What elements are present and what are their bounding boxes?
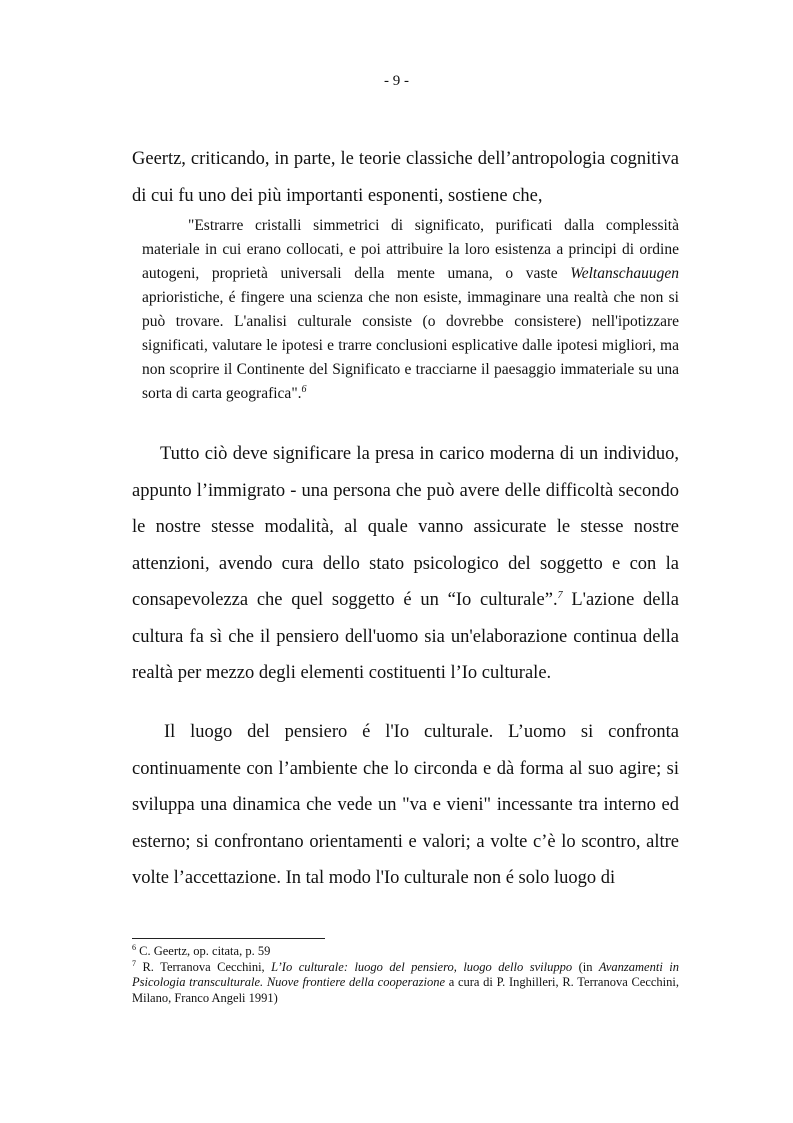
- paragraph-2: [132, 436, 679, 692]
- paragraph-3-text: Il luogo del pensiero é l'Io culturale. L’uomo si confronta continuamente con l’ambiente che lo circonda e dà forma al suo agire; si sviluppa una dinamica che vede un "va e vieni" incessante tra interno ed esterno; si confrontano orientamenti e valori; a volte c’è lo scontro, altre volte l’accettazione. In tal modo l'Io culturale non é solo luogo di: [132, 722, 679, 888]
- paragraph-2-text-1: Tutto ciò deve significare la presa in carico moderna di un individuo, appunto l’immigrato - una persona che può avere delle difficoltà secondo le nostre stesse modalità, al quale vanno assicurate le stesse nostre attenzioni, avendo cura dello stato psicologico del soggetto e con la consapevolezza che quel soggetto é un “Io culturale”.: [132, 444, 679, 610]
- quote-text-1: "Estrarre cristalli simmetrici di significato, purificati dalla complessità materiale in cui erano collocati, e poi attribuire la loro esistenza a principi di ordine autogeni, proprietà universali della mente umana, o vaste: [142, 217, 679, 282]
- paragraph-2-text-2: L'azione della cultura fa sì che il pensiero dell'uomo sia un'elaborazione continua della realtà per mezzo degli elementi costituenti l’Io culturale.: [132, 590, 680, 683]
- footnote-separator: [132, 938, 325, 939]
- footnote-ref-6[interactable]: 6: [301, 383, 307, 395]
- block-quote: [142, 214, 679, 406]
- paragraph-1: [132, 141, 679, 214]
- footnote-ref-7[interactable]: 7: [557, 589, 563, 601]
- footnote-6: $^6$ C. Geertz, op. citata, p. 59: [132, 942, 271, 958]
- quote-text-2: aprioristiche, é fingere una scienza che non esiste, immaginare una realtà che non si può trovare. L'analisi culturale consiste (o dovrebbe consistere) nell'ipotizzare significati, valutare le ipotesi e trarre conclusioni esplicative dalle ipotesi migliori, ma non scoprire il Continente del Significato e tracciarne il paesaggio immateriale su una sorta di carta geografica".: [142, 289, 679, 402]
- footnotes: [132, 944, 679, 1006]
- page-number: - 9 -: [384, 73, 409, 89]
- paragraph-3: [132, 714, 679, 897]
- quote-italic-term: Weltanschauugen: [570, 265, 679, 282]
- footnote-7: $^7$ R. Terranova Cecchini, L’Io culturale: luogo del pensiero, luogo dello sviluppo (in Avanzamenti in Psicologia transculturale. Nuove frontiere della cooperazione a cura di P. Inghilleri, R. Terranova Cecchini, Milano, Franco Angeli 1991): [132, 958, 679, 1005]
- paragraph-1-text: Geertz, criticando, in parte, le teorie classiche dell’antropologia cognitiva di cui fu uno dei più importanti esponenti, sostiene che,: [132, 149, 679, 206]
